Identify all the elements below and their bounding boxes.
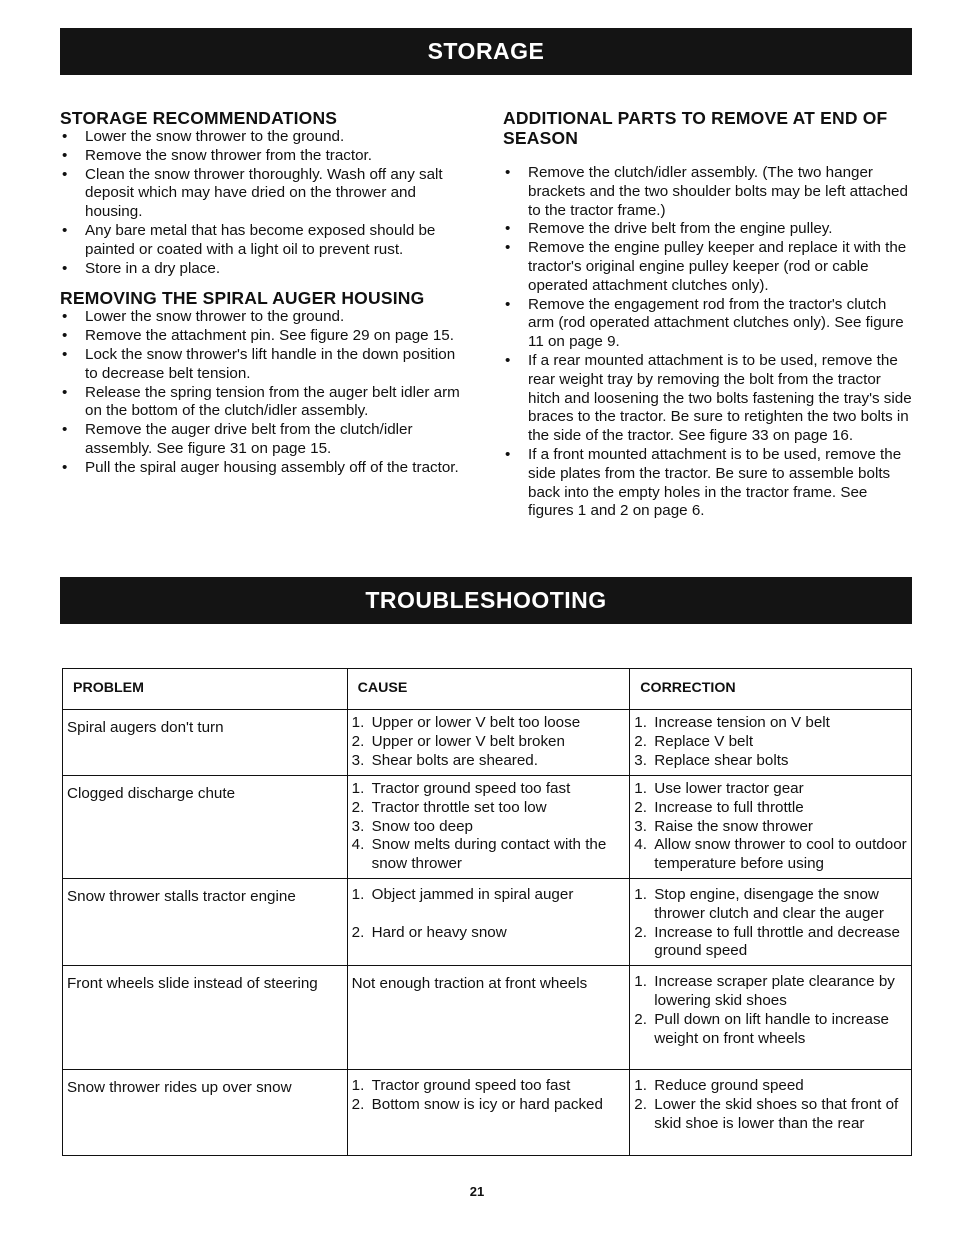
troubleshooting-banner-title: TROUBLESHOOTING	[365, 587, 607, 613]
table-row	[63, 710, 912, 776]
item-number: 2.	[634, 732, 647, 750]
cause-item	[352, 836, 626, 874]
correction-item	[634, 714, 907, 733]
correction-item	[634, 924, 907, 962]
correction-item	[634, 973, 907, 1011]
cause-item	[352, 1096, 626, 1115]
item-number: 2.	[634, 1010, 647, 1028]
list-item: • Remove the attachment pin. See figure 29 on page 15.	[60, 327, 470, 346]
additional-parts-heading: ADDITIONAL PARTS TO REMOVE AT END OF SEASON	[503, 108, 888, 148]
item-number: 4.	[351, 836, 365, 854]
item-number: 2.	[634, 923, 647, 941]
correction-item	[634, 733, 907, 752]
cause-item	[352, 924, 626, 943]
cause-cell: Not enough traction at front wheels	[347, 966, 630, 1070]
troubleshooting-table	[62, 668, 912, 1156]
item-number: 1.	[634, 973, 647, 991]
cause-cell	[347, 878, 630, 965]
table-row	[63, 776, 912, 879]
item-number: 1.	[351, 885, 365, 903]
storage-left-column	[60, 108, 470, 478]
list-item: • Pull the spiral auger housing assembly off of the tractor.	[60, 459, 470, 478]
page-number: 21	[469, 1184, 485, 1199]
list-spacer	[352, 905, 626, 924]
cause-cell	[347, 1070, 630, 1156]
item-number: 1.	[634, 714, 647, 731]
item-number: 2.	[634, 798, 647, 816]
list-item: • Remove the snow thrower from the tractor.	[60, 147, 470, 166]
problem-cell: Snow thrower rides up over snow	[63, 1070, 348, 1156]
item-number: 2.	[351, 798, 365, 816]
storage-banner	[60, 28, 912, 75]
item-number: 1.	[351, 1077, 365, 1095]
item-text: Tractor throttle set too low	[371, 798, 547, 816]
table-header-row	[63, 669, 912, 710]
correction-cell	[630, 878, 912, 965]
item-text: Lower the skid shoes so that front of skid shoe is lower than the rear	[654, 1095, 899, 1132]
table-row	[63, 878, 912, 965]
cause-header: CAUSE	[347, 669, 630, 710]
table-row	[63, 1070, 912, 1156]
item-text: Shear bolts are sheared.	[371, 751, 538, 769]
list-item: • Remove the engine pulley keeper and replace it with the tractor's original engine pulley keeper (rod or cable operated attachment clutches only).	[503, 239, 913, 295]
correction-cell	[630, 710, 912, 776]
cause-item	[352, 752, 626, 771]
item-text: Snow melts during contact with the snow thrower	[371, 836, 607, 873]
item-number: 3.	[634, 751, 647, 769]
item-number: 3.	[351, 817, 365, 835]
item-number: 2.	[351, 732, 365, 750]
item-text: Increase tension on V belt	[654, 714, 830, 731]
problem-cell: Clogged discharge chute	[63, 776, 348, 879]
item-text: Bottom snow is icy or hard packed	[371, 1095, 603, 1113]
correction-item	[634, 836, 907, 874]
troubleshooting-banner	[60, 577, 912, 624]
correction-item	[634, 780, 907, 799]
item-text: Allow snow thrower to cool to outdoor temperature before using	[654, 836, 907, 873]
item-number: 2.	[351, 1095, 365, 1113]
list-item: • Release the spring tension from the auger belt idler arm on the bottom of the clutch/idler assembly.	[60, 384, 470, 422]
correction-item	[634, 799, 907, 818]
correction-cell	[630, 966, 912, 1070]
storage-banner-title: STORAGE	[427, 38, 545, 64]
storage-right-column	[503, 108, 913, 521]
item-number: 2.	[351, 923, 365, 941]
storage-recommendations-heading: STORAGE RECOMMENDATIONS	[60, 108, 338, 128]
problem-cell: Front wheels slide instead of steering	[63, 966, 348, 1070]
item-text: Increase to full throttle	[654, 798, 804, 816]
additional-parts-list	[503, 164, 913, 521]
list-item: • Any bare metal that has become exposed should be painted or coated with a light oil to prevent rust.	[60, 222, 470, 260]
correction-cell	[630, 776, 912, 879]
list-item: • Lock the snow thrower's lift handle in the down position to decrease belt tension.	[60, 346, 470, 384]
item-text: Reduce ground speed	[654, 1077, 804, 1095]
cause-item	[352, 780, 626, 799]
item-text: Replace shear bolts	[654, 751, 789, 769]
list-item: • If a rear mounted attachment is to be used, remove the rear weight tray by removing the bolt from the tractor hitch and loosening the two bolts fastening the tray's side braces to the tractor. Be sure to retighten the two bolts in the side of the tractor. See figure 33 on page 16.	[503, 352, 913, 446]
item-number: 1.	[351, 780, 365, 797]
correction-item	[634, 886, 907, 924]
cause-item	[352, 714, 626, 733]
cause-item	[352, 1077, 626, 1096]
list-item: • Remove the engagement rod from the tractor's clutch arm (rod operated attachment clutches only). See figure 11 on page 9.	[503, 296, 913, 352]
item-number: 1.	[351, 714, 365, 731]
list-item: • If a front mounted attachment is to be used, remove the side plates from the tractor. Be sure to assemble bolts back into the empty holes in the tractor frame. See figures 1 and 2 on page 6.	[503, 446, 913, 521]
cause-item	[352, 818, 626, 837]
item-number: 1.	[634, 1077, 647, 1095]
correction-item	[634, 1096, 907, 1134]
item-number: 3.	[634, 817, 647, 835]
cause-item	[352, 733, 626, 752]
cause-cell	[347, 776, 630, 879]
item-text: Object jammed in spiral auger	[371, 885, 574, 903]
list-item: • Store in a dry place.	[60, 260, 470, 279]
list-item: • Remove the auger drive belt from the clutch/idler assembly. See figure 31 on page 15.	[60, 421, 470, 459]
item-text: Increase to full throttle and decrease ground speed	[654, 923, 900, 960]
correction-item	[634, 1011, 907, 1049]
item-text: Increase scraper plate clearance by lowering skid shoes	[654, 973, 895, 1009]
item-text: Tractor ground speed too fast	[371, 1077, 571, 1095]
item-number: 4.	[634, 836, 647, 854]
list-item: • Clean the snow thrower thoroughly. Wash off any salt deposit which may have dried on the thrower and housing.	[60, 166, 470, 222]
correction-cell	[630, 1070, 912, 1156]
correction-item	[634, 1077, 907, 1096]
cause-cell	[347, 710, 630, 776]
list-item: • Lower the snow thrower to the ground.	[60, 308, 470, 327]
table-row	[63, 966, 912, 1070]
item-text: Raise the snow thrower	[654, 817, 813, 835]
list-item: • Lower the snow thrower to the ground.	[60, 128, 470, 147]
item-number: 1.	[634, 780, 647, 797]
item-text: Stop engine, disengage the snow thrower clutch and clear the auger	[654, 885, 884, 922]
correction-header: CORRECTION	[630, 669, 912, 710]
item-number: 1.	[634, 885, 647, 903]
correction-item	[634, 752, 907, 771]
item-text: Upper or lower V belt too loose	[371, 714, 581, 731]
auger-housing-heading: REMOVING THE SPIRAL AUGER HOUSING	[60, 288, 425, 309]
item-text: Hard or heavy snow	[371, 923, 507, 941]
correction-item	[634, 818, 907, 837]
auger-housing-list	[60, 308, 470, 477]
problem-cell: Spiral augers don't turn	[63, 710, 348, 776]
item-text: Tractor ground speed too fast	[371, 780, 571, 797]
item-text: Upper or lower V belt broken	[371, 732, 565, 750]
item-number: 3.	[351, 751, 365, 769]
item-text: Pull down on lift handle to increase weight on front wheels	[654, 1010, 889, 1047]
item-text: Replace V belt	[654, 732, 754, 750]
cause-item	[352, 886, 626, 905]
problem-cell: Snow thrower stalls tractor engine	[63, 878, 348, 965]
list-item: • Remove the drive belt from the engine pulley.	[503, 220, 913, 239]
item-text: Snow too deep	[371, 817, 473, 835]
list-item: • Remove the clutch/idler assembly. (The two hanger brackets and the two shoulder bolts may be left attached to the tractor frame.)	[503, 164, 913, 220]
storage-recommendations-list	[60, 128, 470, 278]
item-number: 2.	[634, 1095, 647, 1113]
cause-item	[352, 799, 626, 818]
item-text: Use lower tractor gear	[654, 780, 804, 797]
problem-header: PROBLEM	[63, 669, 348, 710]
